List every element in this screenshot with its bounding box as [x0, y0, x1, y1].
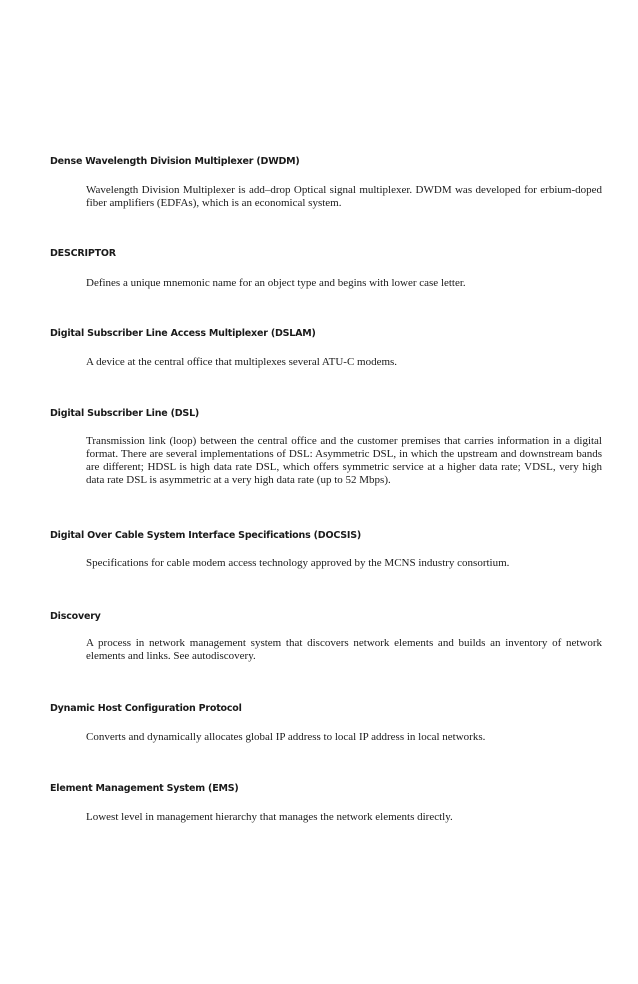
- glossary-definition: Lowest level in management hierarchy that manages the network elements directly.: [86, 811, 453, 823]
- glossary-term: Digital Subscriber Line (DSL): [50, 408, 200, 419]
- glossary-definition: Wavelength Division Multiplexer is add–drop Optical signal multiplexer. DWDM was developed for erbium-doped fiber amplifiers (EDFAs), which is an economical system.: [86, 184, 602, 209]
- glossary-definition: A process in network management system that discovers network elements and builds an inventory of network elements and links. See autodiscovery.: [86, 637, 602, 662]
- glossary-definition: Specifications for cable modem access technology approved by the MCNS industry consortium.: [86, 557, 510, 569]
- glossary-term: Dynamic Host Configuration Protocol: [50, 703, 242, 714]
- glossary-term: DESCRIPTOR: [50, 248, 116, 259]
- glossary-definition: A device at the central office that multiplexes several ATU-C modems.: [86, 356, 398, 368]
- glossary-term: Dense Wavelength Division Multiplexer (DWDM): [50, 156, 300, 167]
- glossary-definition: Transmission link (loop) between the central office and the customer premises that carries information in a digital format. There are several implementations of DSL: Asymmetric DSL, in which the upstream and downstream bands are different; HDSL is high data rate DSL, which offers symmetric service at a higher data rate; VDSL, very high data rate DSL is asymmetric at a very high data rate (up to 52 Mbps).: [86, 435, 602, 486]
- glossary-term: Digital Subscriber Line Access Multiplexer (DSLAM): [50, 328, 316, 339]
- glossary-term: Element Management System (EMS): [50, 783, 239, 794]
- glossary-definition: Defines a unique mnemonic name for an object type and begins with lower case letter.: [86, 277, 466, 289]
- glossary-term: Discovery: [50, 611, 101, 622]
- glossary-definition: Converts and dynamically allocates global IP address to local IP address in local networks.: [86, 731, 486, 743]
- glossary-term: Digital Over Cable System Interface Specifications (DOCSIS): [50, 530, 362, 541]
